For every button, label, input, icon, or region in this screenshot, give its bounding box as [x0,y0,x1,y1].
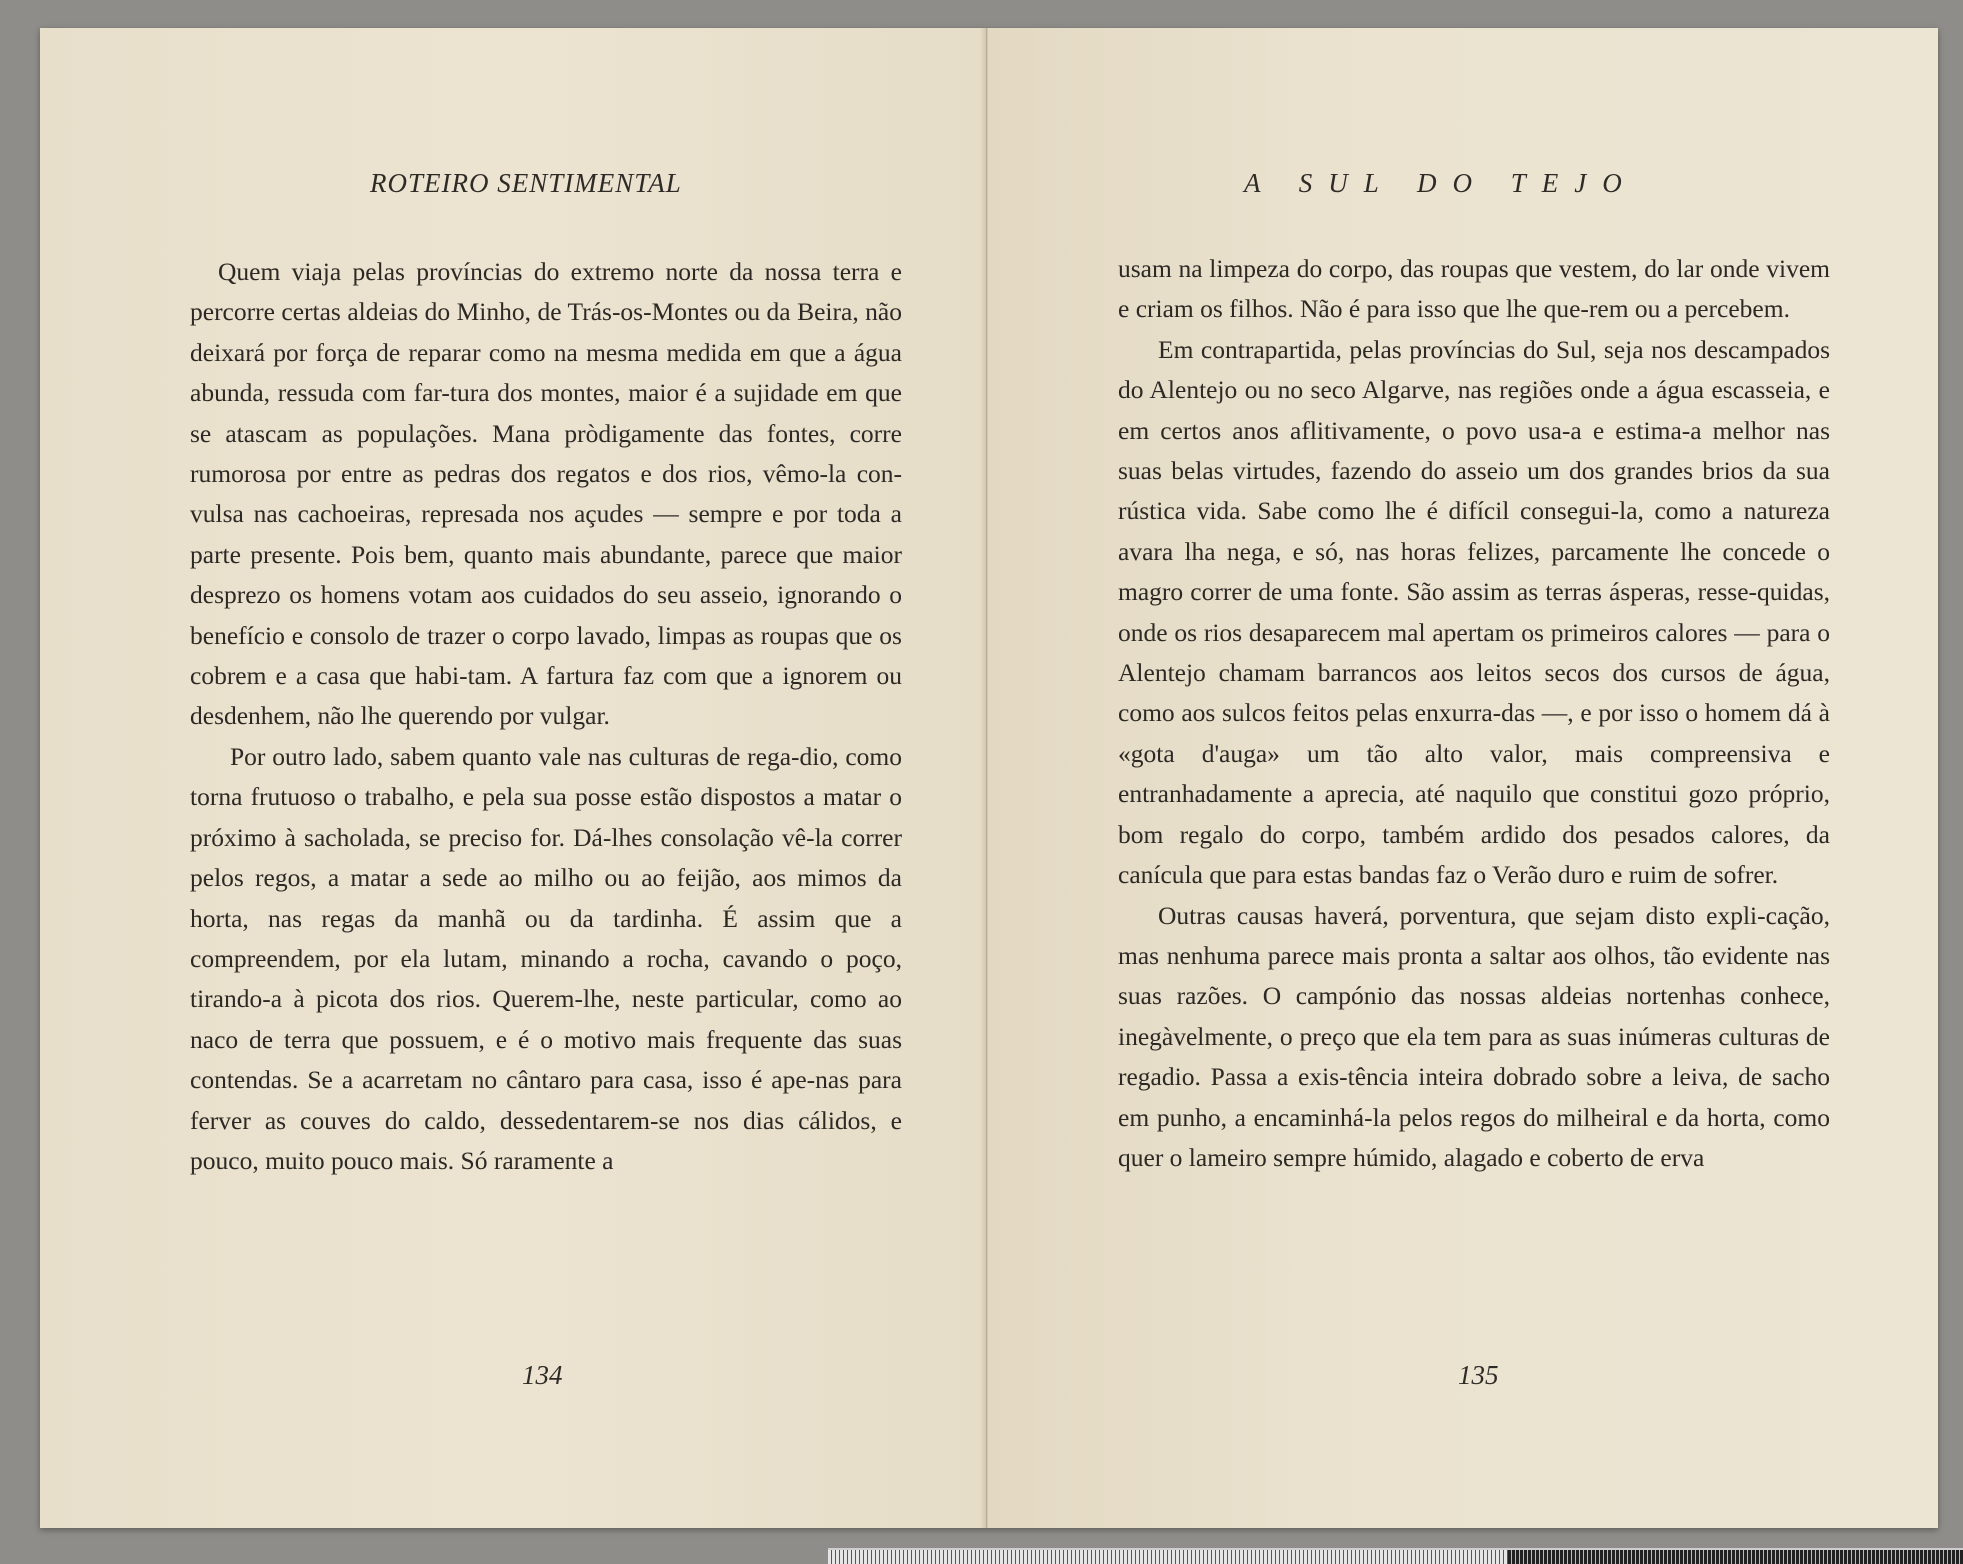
paragraph: Quem viaja pelas províncias do extremo norte da nossa terra e percorre certas aldeias do Minho, de Trás-os-Montes ou da Beira, não deixará por força de reparar como na mesma medida em que a água abunda, ressuda com far-tura dos montes, maior é a sujidade em que se atascam as populações. Mana pròdigamente das fontes, corre rumorosa por entre as pedras dos regatos e dos rios, vêmo-la con-vulsa nas cachoeiras, represada nos açudes — sempre e por toda a parte presente. Pois bem, quanto mais abundante, parece que maior desprezo os homens votam aos cuidados do seu asseio, ignorando o benefício e consolo de trazer o corpo lavado, limpas as roupas que os cobrem e a casa que habi-tam. A fartura faz com que a ignorem ou desdenhem, não lhe querendo por vulgar. [190,257,902,731]
paragraph: Outras causas haverá, porventura, que sejam disto expli-cação, mas nenhuma parece mais pronta a saltar aos olhos, tão evidente nas suas razões. O campónio das nossas aldeias nortenhas conhece, inegàvelmente, o preço que ela tem para as suas inúmeras culturas de regadio. Passa a exis-tência inteira dobrado sobre a leiva, de sacho em punho, a encaminhá-la pelos regos do milheiral e da horta, como quer o lameiro sempre húmido, alagado e coberto de erva [1118,900,1830,1172]
right-page-text [1118,249,1830,1178]
book-spread [40,28,1938,1528]
left-page-text [190,252,902,1181]
paragraph: usam na limpeza do corpo, das roupas que vestem, do lar onde vivem e criam os filhos. Não é para isso que lhe que-rem ou a percebem. [1118,254,1830,324]
running-head-left: ROTEIRO SENTIMENTAL [370,168,682,198]
right-page [988,28,1938,1528]
page-number-left: 134 [522,1360,563,1390]
paragraph: Em contrapartida, pelas províncias do Sul, seja nos descampados do Alentejo ou no seco Algarve, nas regiões onde a água escasseia, e em certos anos aflitivamente, o povo usa-a e estima-a melhor nas suas belas virtudes, fazendo do asseio um dos grandes brios da sua rústica vida. Sabe como lhe é difícil consegui-la, como a natureza avara lha nega, e só, nas horas felizes, parcamente lhe concede o magro correr de uma fonte. São assim as terras ásperas, resse-quidas, onde os rios desaparecem mal apertam os primeiros calores — para o Alentejo chamam barrancos aos leitos secos dos cursos de água, como aos sulcos feitos pelas enxurra-das —, e por isso o homem dá à «gota d'auga» um tão alto valor, mais compreensiva e entranhadamente a aprecia, até naquilo que constitui gozo próprio, bom regalo do corpo, também ardido dos pesados calores, da canícula que para estas bandas faz o Verão duro e ruim de sofrer. [1118,334,1830,890]
left-page [40,28,987,1528]
running-head-right: A SUL DO TEJO [1244,168,1638,198]
page-number-right: 135 [1458,1360,1499,1390]
paragraph: Por outro lado, sabem quanto vale nas culturas de rega-dio, como torna frutuoso o trabalho, e pela sua posse estão dispostos a matar o próximo à sacholada, se preciso for. Dá-lhes consolação vê-la correr pelos regos, a matar a sede ao milho ou ao feijão, aos mimos da horta, nas regas da manhã ou da tardinha. É assim que a compreendem, por ela lutam, minando a rocha, cavando o poço, tirando-a à picota dos rios. Querem-lhe, neste particular, como ao naco de terra que possuem, e é o motivo mais frequente das suas contendas. Se a acarretam no cântaro para casa, isso é ape-nas para ferver as couves do caldo, dessedentarem-se nos dias cálidos, e pouco, muito pouco mais. Só raramente a [190,741,902,1175]
